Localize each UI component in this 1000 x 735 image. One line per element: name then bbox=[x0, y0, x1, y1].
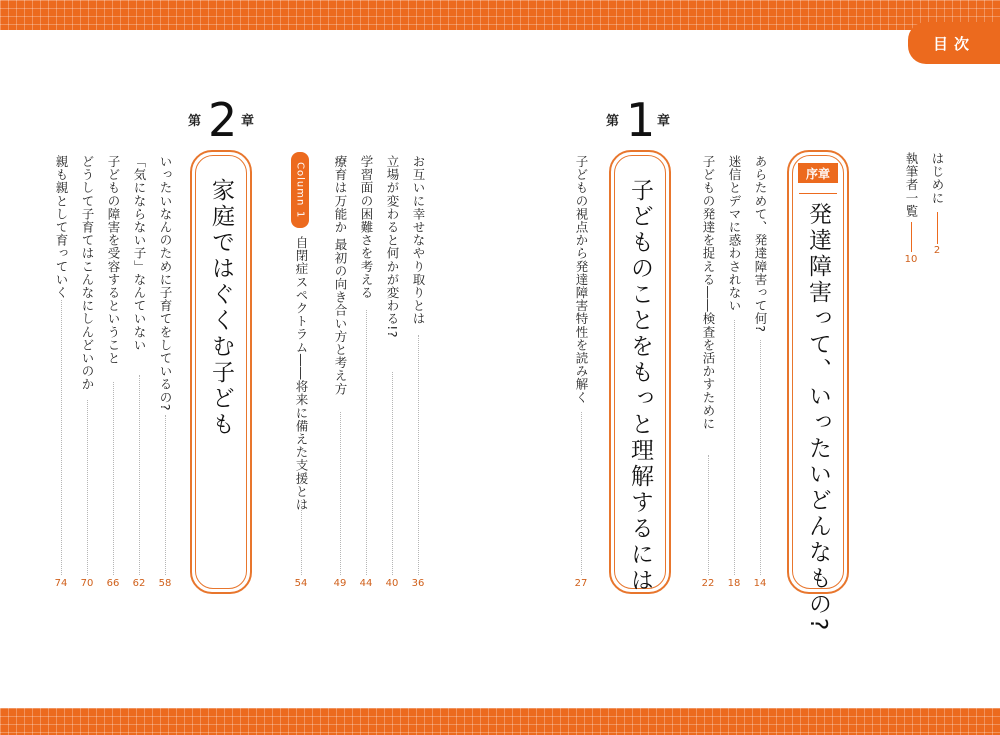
prologue-title: 発達障害って、いったいどんなもの? bbox=[805, 202, 831, 634]
leader-dots bbox=[113, 382, 114, 575]
page-number: 36 bbox=[411, 578, 425, 589]
page-number: 58 bbox=[158, 578, 172, 589]
leader-dots bbox=[708, 455, 709, 575]
page-number: 74 bbox=[54, 578, 68, 589]
front-matter-authors[interactable]: 執筆者一覧 bbox=[904, 152, 919, 218]
toc-entry-ch2-4[interactable]: 療育は万能か 最初の向き合い方と考え方 bbox=[333, 155, 348, 396]
leader-dots bbox=[760, 340, 761, 575]
toc-entry-ch2-10[interactable]: 親も親として育っていく bbox=[54, 155, 69, 300]
chapter2-label-post: 章 bbox=[241, 114, 255, 129]
page-number: 70 bbox=[80, 578, 94, 589]
front-matter-hajimeni[interactable]: はじめに bbox=[930, 152, 945, 205]
toc-entry-ch2-6[interactable]: いったいなんのために子育てをしているの? bbox=[158, 155, 173, 412]
toc-entry-ch2-9[interactable]: どうして子育てはこんなにしんどいのか bbox=[80, 155, 95, 391]
toc-entry-ch2-2[interactable]: 立場が変わると何かが変わる!? bbox=[385, 155, 400, 339]
toc-entry-ch2-1[interactable]: お互いに幸せなやり取りとは bbox=[411, 155, 426, 326]
leader-dots bbox=[301, 500, 302, 575]
toc-tab-label: 目次 bbox=[932, 34, 975, 53]
page-number: 18 bbox=[727, 578, 741, 589]
page-number: 40 bbox=[385, 578, 399, 589]
column-tag-label: Column bbox=[294, 162, 306, 207]
front-matter-page: 10 bbox=[904, 254, 918, 265]
toc-tab bbox=[908, 22, 1000, 64]
toc-entry-prologue-3[interactable]: 子どもの発達を捉える――検査を活かすために bbox=[701, 155, 716, 431]
chapter2-label-pre: 第 bbox=[188, 114, 202, 129]
chapter2-title: 家庭ではぐくむ子ども bbox=[208, 178, 234, 438]
prologue-tag-underline bbox=[799, 193, 837, 194]
page-number: 62 bbox=[132, 578, 146, 589]
front-matter-leader-line bbox=[911, 222, 912, 252]
toc-entry-ch1-1[interactable]: 子どもの視点から発達障害特性を読み解く bbox=[574, 155, 589, 404]
top-pattern-band bbox=[0, 0, 1000, 30]
leader-dots bbox=[366, 310, 367, 575]
chapter2-number: 2 bbox=[208, 93, 238, 147]
page-number: 49 bbox=[333, 578, 347, 589]
column-tag-number: 1 bbox=[294, 210, 306, 218]
page-number: 14 bbox=[753, 578, 767, 589]
bottom-pattern-band bbox=[0, 708, 1000, 735]
leader-dots bbox=[734, 320, 735, 575]
front-matter-page: 2 bbox=[933, 245, 941, 256]
toc-entry-prologue-2[interactable]: 迷信とデマに惑わされない bbox=[727, 155, 742, 313]
chapter1-title: 子どものことをもっと理解するには bbox=[627, 178, 653, 594]
toc-entry-prologue-1[interactable]: あらためて、発達障害って何? bbox=[753, 155, 768, 333]
chapter1-number: 1 bbox=[626, 93, 656, 147]
toc-entry-ch2-7[interactable]: 「気にならない子」なんていない bbox=[132, 155, 147, 352]
leader-dots bbox=[340, 412, 341, 575]
prologue-tag: 序章 bbox=[798, 163, 838, 183]
toc-entry-ch2-8[interactable]: 子どもの障害を受容するということ bbox=[106, 155, 121, 365]
leader-dots bbox=[61, 300, 62, 575]
page-number: 54 bbox=[294, 578, 308, 589]
page-number: 66 bbox=[106, 578, 120, 589]
column-tag bbox=[291, 152, 309, 228]
leader-dots bbox=[139, 375, 140, 575]
chapter1-label-post: 章 bbox=[657, 114, 671, 129]
front-matter-leader-line bbox=[937, 212, 938, 244]
leader-dots bbox=[392, 372, 393, 575]
chapter1-label-pre: 第 bbox=[606, 114, 620, 129]
leader-dots bbox=[418, 335, 419, 575]
toc-entry-column-1[interactable]: 自閉症スペクトラム――将来に備えた支援とは bbox=[294, 236, 309, 512]
leader-dots bbox=[165, 415, 166, 575]
page-number: 44 bbox=[359, 578, 373, 589]
toc-entry-ch2-3[interactable]: 学習面の困難さを考える bbox=[359, 155, 374, 300]
page-number: 27 bbox=[574, 578, 588, 589]
leader-dots bbox=[87, 400, 88, 575]
page-number: 22 bbox=[701, 578, 715, 589]
leader-dots bbox=[581, 412, 582, 575]
